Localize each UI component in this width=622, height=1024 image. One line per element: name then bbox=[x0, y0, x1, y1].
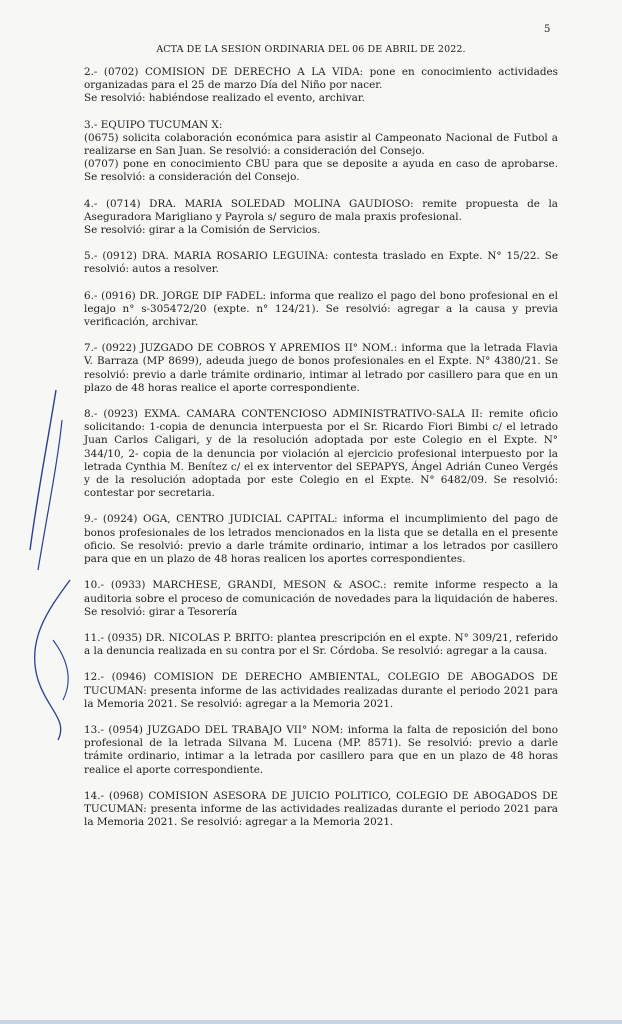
paragraph-line: 4.- (0714) DRA. MARIA SOLEDAD MOLINA GAUDIOSO: remite propuesta de la Aseguradora Marigliano y Payrola s/ seguro de mala praxis profesional. bbox=[84, 197, 558, 223]
paragraph-line: 14.- (0968) COMISION ASESORA DE JUICIO POLITICO, COLEGIO DE ABOGADOS DE TUCUMAN: presenta informe de las actividades realizadas durante el periodo 2021 para la Memoria 2021. Se resolvió: agregar a la Memoria 2021. bbox=[84, 789, 558, 829]
agenda-item-10 bbox=[84, 579, 558, 619]
document-body bbox=[84, 66, 558, 842]
paragraph-line: 7.- (0922) JUZGADO DE COBROS Y APREMIOS II° NOM.: informa que la letrada Flavia V. Barraza (MP 8699), adeuda juego de bonos profesionales en el Expte. N° 4380/21. Se resolvió: previo a darle trámite ordinario, intimar al letrado por casillero para que en un plazo de 48 horas realice el aporte correspondiente. bbox=[84, 342, 558, 394]
agenda-item-11 bbox=[84, 632, 558, 658]
agenda-item-8 bbox=[84, 408, 558, 500]
page-title: ACTA DE LA SESION ORDINARIA DEL 06 DE ABRIL DE 2022. bbox=[156, 44, 466, 55]
agenda-item-13 bbox=[84, 724, 558, 777]
page-number: 5 bbox=[544, 24, 551, 35]
paragraph-line: 2.- (0702) COMISION DE DERECHO A LA VIDA: pone en conocimiento actividades organizadas para el 25 de marzo Día del Niño por nacer. bbox=[84, 66, 558, 92]
agenda-item-2 bbox=[84, 66, 558, 106]
bottom-rule bbox=[0, 1020, 622, 1024]
paragraph-line: 10.- (0933) MARCHESE, GRANDI, MESON & ASOC.: remite informe respecto a la auditoria sobre el proceso de comunicación de novedades para la liquidación de haberes. Se resolvió: girar a Tesorería bbox=[84, 579, 558, 618]
paragraph-line: 3.- EQUIPO TUCUMAN X: bbox=[84, 118, 223, 131]
agenda-item-4 bbox=[84, 198, 558, 238]
agenda-item-9 bbox=[84, 513, 558, 566]
paragraph-line: 11.- (0935) DR. NICOLAS P. BRITO: plantea prescripción en el expte. N° 309/21, referido a la denuncia realizada en su contra por el Sr. Córdoba. Se resolvió: agregar a la causa. bbox=[84, 631, 558, 658]
paragraph-line: 12.- (0946) COMISION DE DERECHO AMBIENTAL, COLEGIO DE ABOGADOS DE TUCUMAN: presenta informe de las actividades realizadas durante el periodo 2021 para la Memoria 2021. Se resolvió: agregar a la Memoria 2021. bbox=[84, 671, 558, 710]
agenda-item-7 bbox=[84, 342, 558, 395]
paragraph-line: Se resolvió: girar a la Comisión de Servicios. bbox=[84, 224, 321, 237]
paragraph-line: Se resolvió: habiéndose realizado el evento, archivar. bbox=[84, 92, 365, 105]
paragraph-line: (0675) solicita colaboración económica para asistir al Campeonato Nacional de Futbol a realizarse en San Juan. Se resolvió: a consideración del Consejo. bbox=[84, 131, 558, 158]
agenda-item-14 bbox=[84, 790, 558, 830]
paragraph-line: 6.- (0916) DR. JORGE DIP FADEL: informa que realizo el pago del bono profesional en el legajo n° s-305472/20 (expte. n° 124/21). Se resolvió: agregar a la causa y previa verificación, archivar. bbox=[84, 289, 558, 329]
agenda-item-6 bbox=[84, 290, 558, 330]
paragraph-line: (0707) pone en conocimiento CBU para que se deposite a ayuda en caso de aprobarse. Se resolvió: a consideración del Consejo. bbox=[84, 158, 558, 184]
paragraph-line: 5.- (0912) DRA. MARIA ROSARIO LEGUINA: contesta traslado en Expte. N° 15/22. Se resolvió: autos a resolver. bbox=[84, 250, 558, 276]
handwritten-margin-mark bbox=[18, 380, 88, 760]
agenda-item-3 bbox=[84, 119, 558, 185]
agenda-item-12 bbox=[84, 671, 558, 711]
agenda-item-5 bbox=[84, 250, 558, 276]
paragraph-line: 9.- (0924) OGA, CENTRO JUDICIAL CAPITAL: informa el incumplimiento del pago de bonos profesionales de los letrados mencionados en la lista que se detalla en el presente oficio. Se resolvió: previo a darle trámite ordinario, intimar a los letrados por casillero para que en un plazo de 48 horas realicen los aportes correspondientes. bbox=[84, 513, 558, 566]
paragraph-line: 8.- (0923) EXMA. CAMARA CONTENCIOSO ADMINISTRATIVO-SALA II: remite oficio solicitando: 1-copia de denuncia interpuesta por el Sr. Ricardo Fiori Bimbi c/ el letrado Juan Carlos Caligari, y de la resolución adoptada por este Colegio en el Expte. N° 344/10, 2- copia de la denuncia por violación al ejercicio profesional interpuesto por la letrada Cynthia M. Benítez c/ el ex interventor del SEPAPYS, Ángel Adrián Cuneo Vergés y de la resolución adoptada por este Colegio en el Expte. N° 6482/09. Se resolvió: contestar por secretaria. bbox=[84, 408, 558, 500]
paragraph-line: 13.- (0954) JUZGADO DEL TRABAJO VII° NOM: informa la falta de reposición del bono profesional de la letrada Silvana M. Lucena (MP. 8571). Se resolvió: previo a darle trámite ordinario, intimar a la letrada por casillero para que en un plazo de 48 horas realice el aporte correspondiente. bbox=[84, 723, 558, 776]
